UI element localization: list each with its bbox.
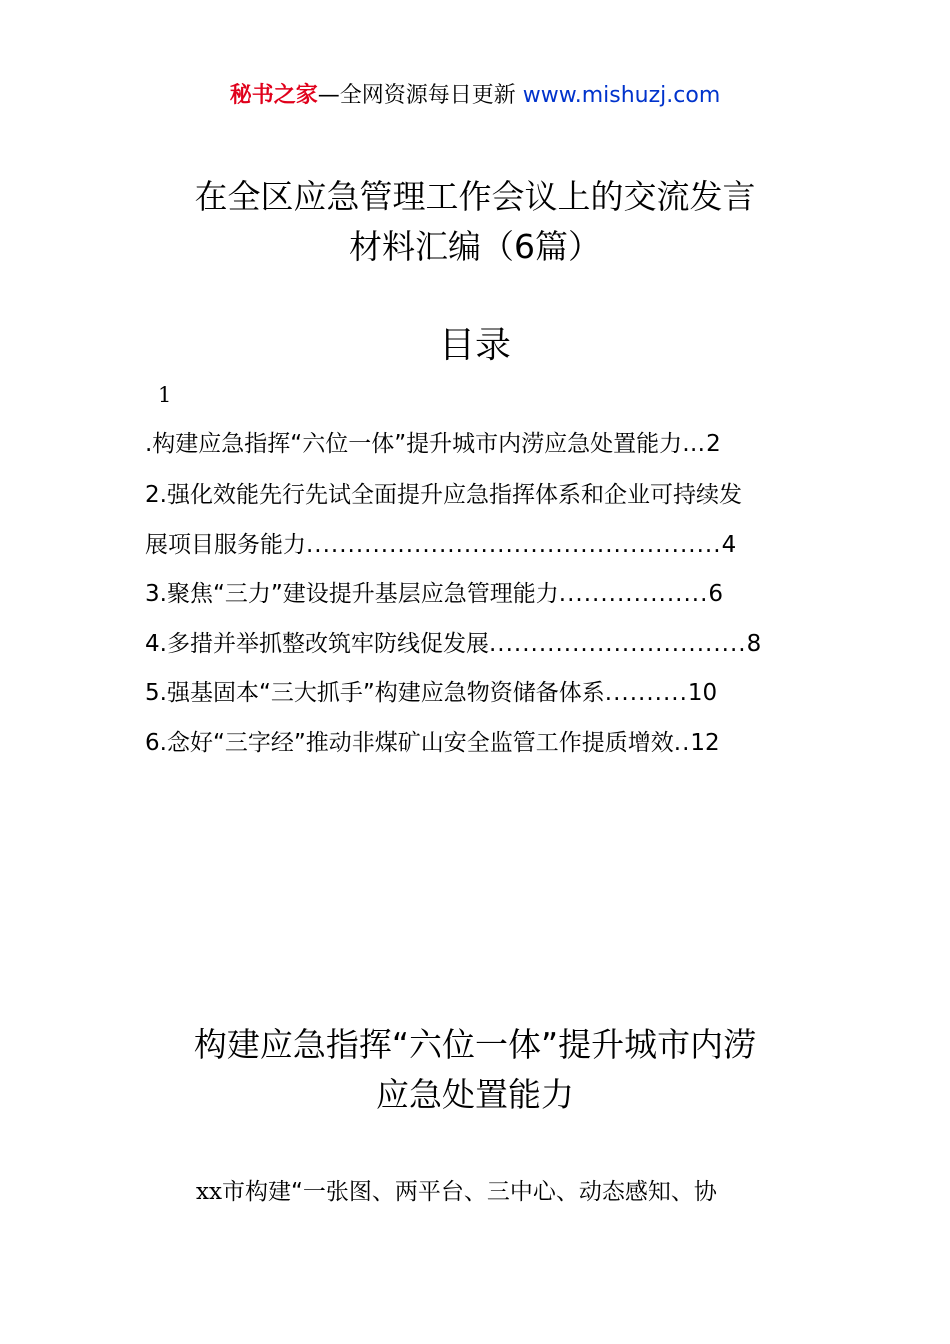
toc-entry-text: 5.强基固本“三大抓手”构建应急物资储备体系 <box>145 680 605 706</box>
toc-entry-page: 2 <box>706 431 721 457</box>
section-title-line-1: 构建应急指挥“六位一体”提升城市内涝 <box>193 1025 757 1064</box>
document-title <box>0 172 950 272</box>
toc-entry-2[interactable] <box>145 477 807 513</box>
document-title-line-1: 在全区应急管理工作会议上的交流发言 <box>194 177 756 216</box>
paragraph-text: 市构建“一张图、两平台、三中心、动态感知、协 <box>221 1179 717 1205</box>
toc-entry-leader: ............................... <box>488 631 747 657</box>
paragraph-prefix: xx <box>196 1179 222 1205</box>
toc-entry-2-continued[interactable] <box>145 527 807 563</box>
toc-entry-4[interactable] <box>145 626 807 662</box>
toc-entry-text: 展项目服务能力 <box>145 532 306 558</box>
toc-entry-page: 10 <box>687 680 718 706</box>
toc-entry-5[interactable] <box>145 675 807 711</box>
toc-entry-1[interactable] <box>145 426 807 462</box>
site-banner <box>0 80 950 112</box>
toc-entry-page: 12 <box>690 730 720 756</box>
toc-entry-leader: .................................................. <box>306 532 722 558</box>
toc-entry-text: .构建应急指挥“六位一体”提升城市内涝应急处置能力 <box>145 431 683 457</box>
toc-entry-page: 8 <box>746 631 762 657</box>
banner-tagline: —全网资源每日更新 <box>317 83 516 108</box>
toc-entry-leader: … <box>682 431 707 457</box>
toc-entry-text: 3.聚焦“三力”建设提升基层应急管理能力 <box>145 581 559 607</box>
toc-entry-page: 6 <box>708 581 724 607</box>
body-paragraph <box>196 1174 816 1210</box>
toc-entry-leader: .................. <box>558 581 709 607</box>
toc-entry-3[interactable] <box>145 576 807 612</box>
toc-entry-leader: .. <box>673 730 691 756</box>
toc-entry-6[interactable] <box>145 725 807 761</box>
toc-entry-leader: .......... <box>604 680 688 706</box>
section-title <box>0 1020 950 1120</box>
toc-first-number: 1 <box>158 383 172 407</box>
document-title-line-2: 材料汇编（6篇） <box>349 227 601 266</box>
toc-entry-text: 2.强化效能先行先试全面提升应急指挥体系和企业可持续发 <box>145 482 742 508</box>
toc-entry-page: 4 <box>721 532 737 558</box>
site-url-link[interactable]: www.mishuzj.com <box>522 83 721 108</box>
toc-entry-text: 4.多措并举抓整改筑牢防线促发展 <box>145 631 489 657</box>
toc-heading: 目录 <box>438 325 511 366</box>
brand-name: 秘书之家 <box>229 83 318 108</box>
toc-entry-text: 6.念好“三字经”推动非煤矿山安全监管工作提质增效 <box>145 730 674 756</box>
section-title-line-2: 应急处置能力 <box>376 1075 574 1114</box>
